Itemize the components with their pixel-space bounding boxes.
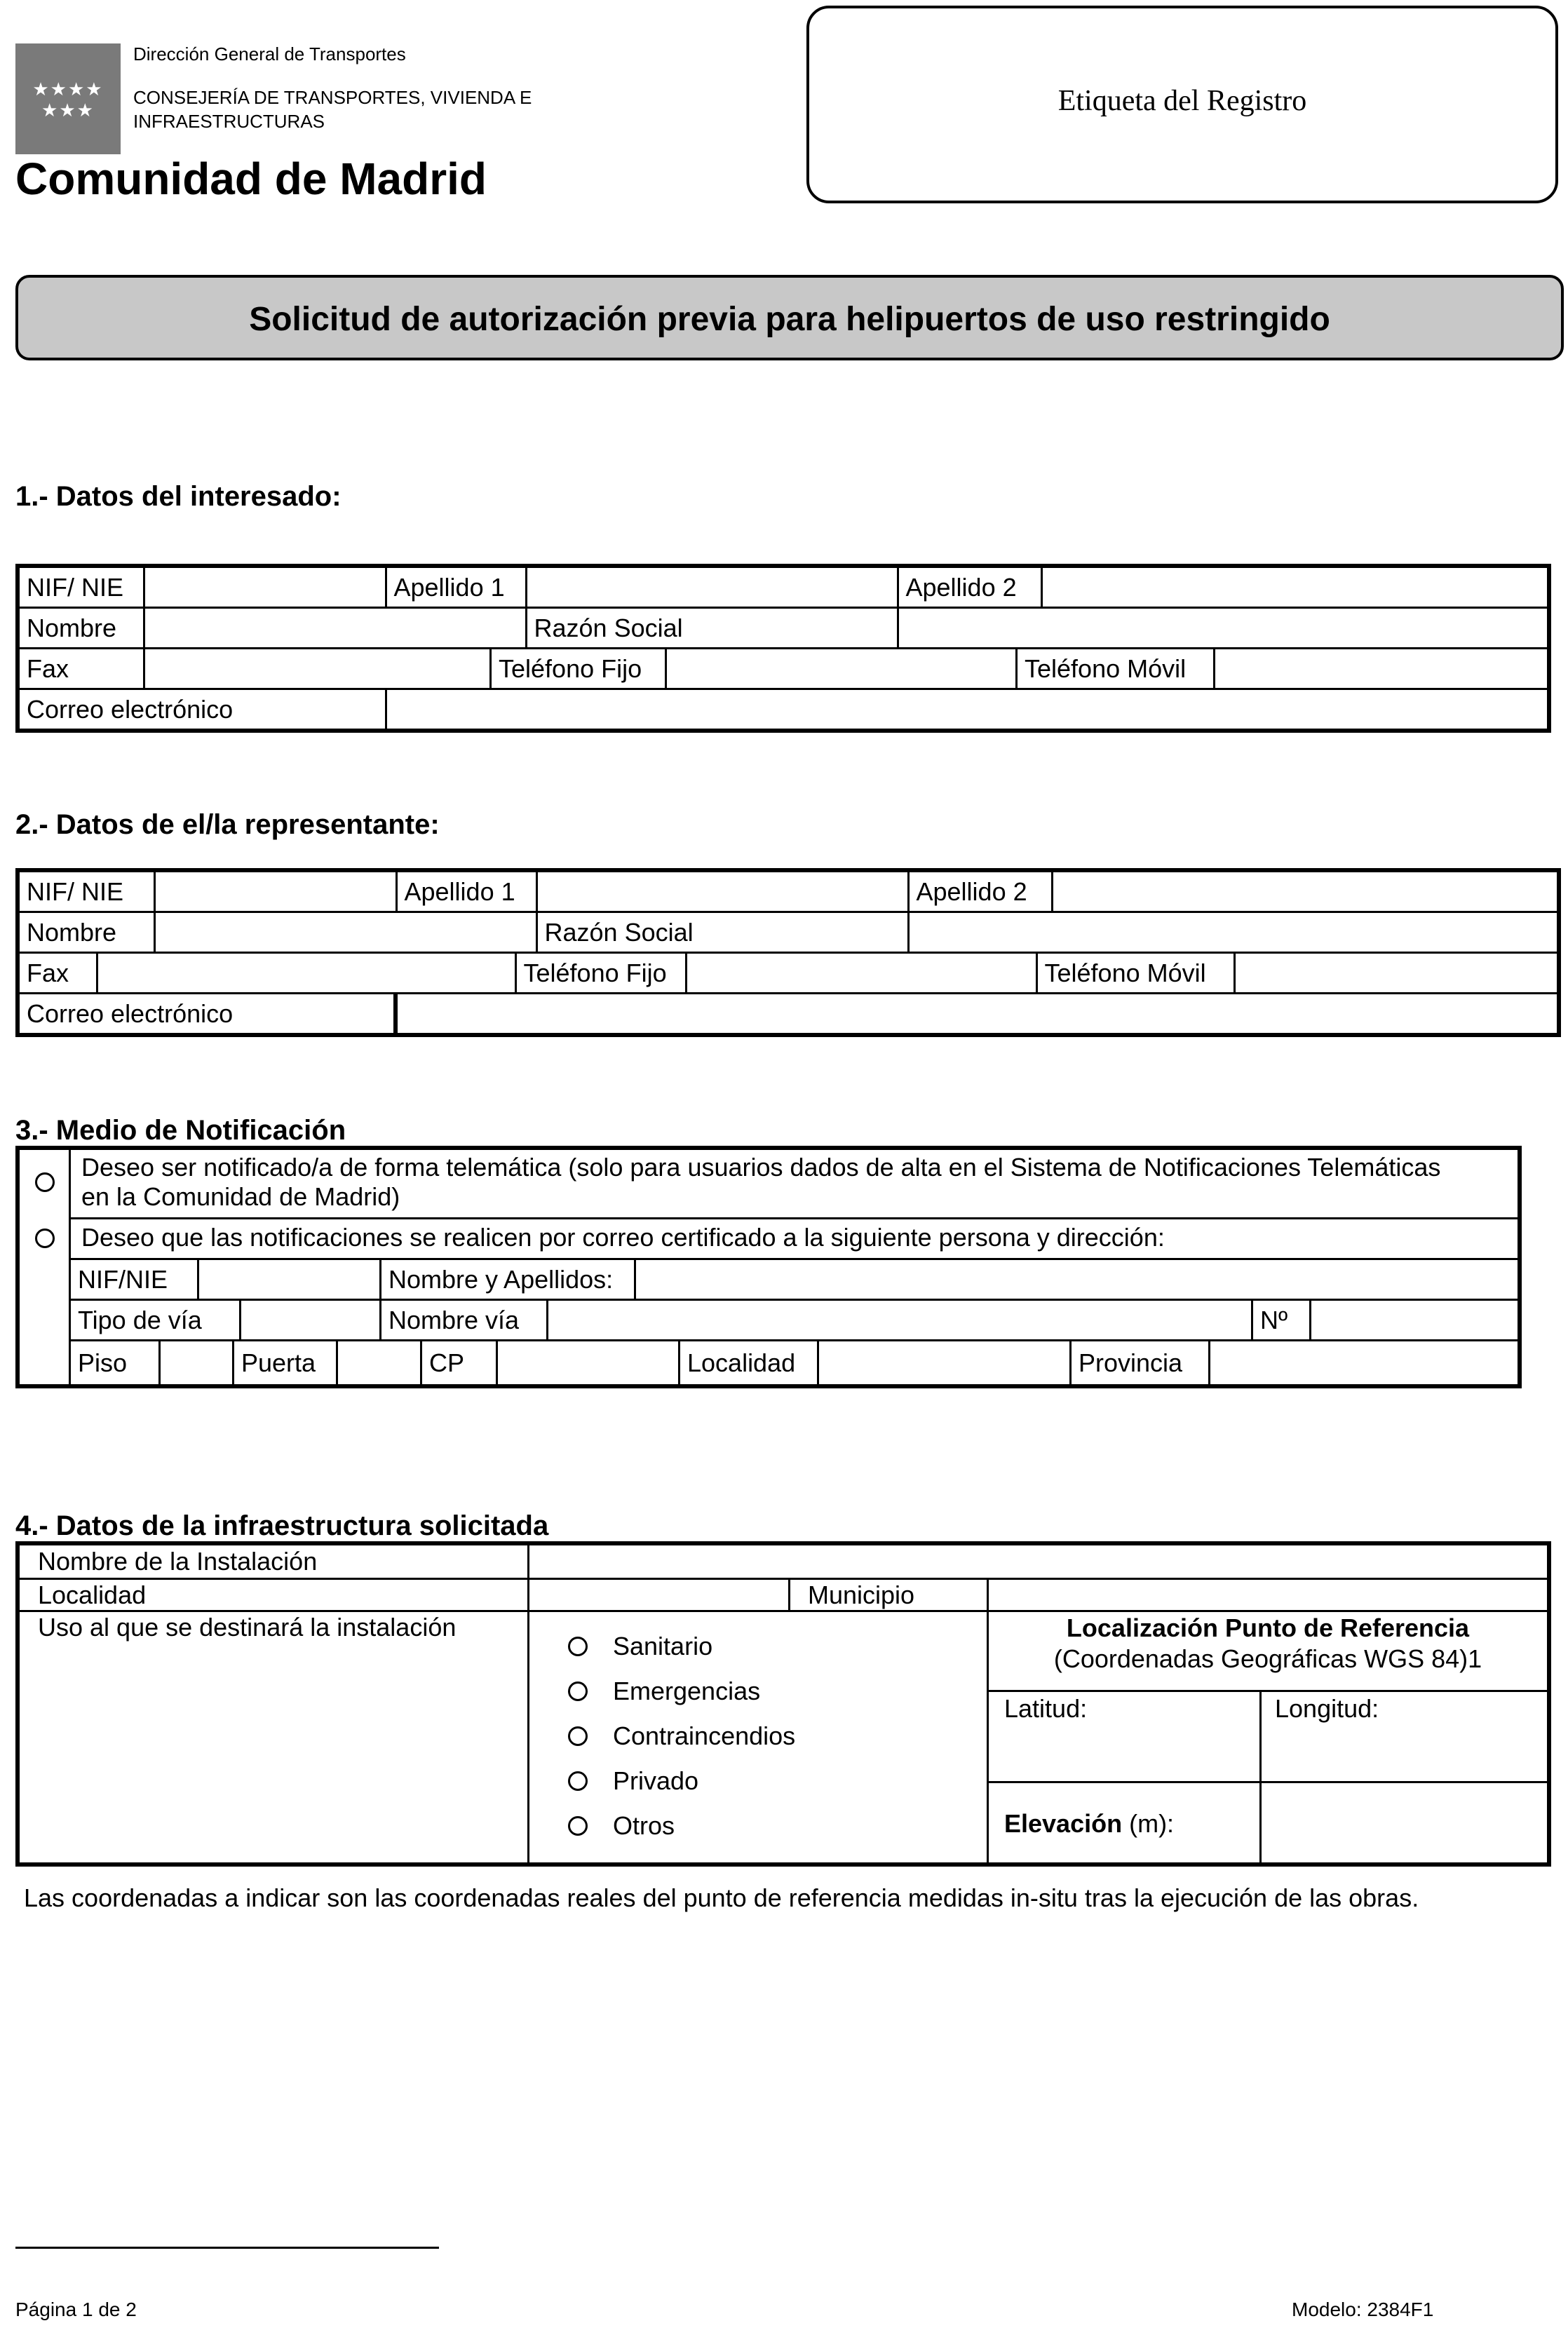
- sanitario-label: Sanitario: [613, 1632, 713, 1660]
- coordenadas-note: Las coordenadas a indicar son las coordenadas reales del punto de referencia medidas in-situ tras la ejecución de las obras.: [24, 1883, 1419, 1912]
- emergencias-label: Emergencias: [613, 1677, 761, 1705]
- privado-radio[interactable]: [568, 1771, 588, 1791]
- nombre-label: Nombre: [18, 608, 144, 649]
- nombre-instalacion-label: Nombre de la Instalación: [38, 1547, 318, 1576]
- nombre-field[interactable]: [144, 608, 526, 649]
- contraincendios-radio[interactable]: [568, 1726, 588, 1746]
- fax-label: Fax: [18, 649, 144, 689]
- nif-label: NIF/ NIE: [18, 566, 144, 608]
- razon-social-field[interactable]: [898, 608, 1549, 649]
- direccion-general: Dirección General de Transportes: [133, 43, 406, 65]
- telematica-line2: en la Comunidad de Madrid): [81, 1182, 400, 1211]
- uso-option-otros[interactable]: [568, 1803, 961, 1848]
- localidad-label: Localidad: [38, 1581, 147, 1609]
- notif-nif-label: NIF/NIE: [71, 1259, 198, 1300]
- notif-nif-field[interactable]: [198, 1259, 381, 1300]
- rep-nif-field[interactable]: [154, 870, 396, 912]
- rep-correo-field[interactable]: [396, 994, 1559, 1036]
- consejeria-line2: INFRAESTRUCTURAS: [133, 111, 325, 132]
- correo-certificado-radio[interactable]: [35, 1229, 55, 1248]
- nombre-instalacion-field[interactable]: [529, 1545, 1547, 1578]
- telematica-line1: Deseo ser notificado/a de forma telemática (solo para usuarios dados de alta en el Sistema de Notificaciones Telemáticas: [81, 1153, 1441, 1182]
- correo-label: Correo electrónico: [20, 690, 386, 729]
- rep-nif-label: NIF/ NIE: [18, 870, 154, 912]
- latitud-field[interactable]: [991, 1728, 1257, 1778]
- notif-piso-field[interactable]: [160, 1341, 234, 1386]
- localizacion-title: Localización Punto de Referencia: [1066, 1613, 1470, 1642]
- municipio-field[interactable]: [989, 1580, 1547, 1610]
- rep-telefono-movil-label: Teléfono Móvil: [1036, 954, 1234, 992]
- otros-radio[interactable]: [568, 1816, 588, 1836]
- notif-cp-label: CP: [421, 1341, 497, 1386]
- comunidad-madrid-logo: [15, 43, 121, 154]
- modelo-code: Modelo: 2384F1: [1292, 2299, 1434, 2320]
- section2-table: [15, 868, 1561, 1037]
- section2-heading: 2.- Datos de el/la representante:: [15, 809, 440, 840]
- telefono-fijo-label: Teléfono Fijo: [491, 649, 666, 688]
- municipio-label: Municipio: [808, 1581, 915, 1609]
- page-number: Página 1 de 2: [15, 2299, 137, 2320]
- section4-box: [15, 1541, 1551, 1867]
- notificacion-address-table: [71, 1258, 1518, 1301]
- otros-label: Otros: [613, 1811, 675, 1840]
- nif-field[interactable]: [144, 566, 386, 608]
- form-title-bar: [15, 275, 1564, 360]
- consejeria-line1: CONSEJERÍA DE TRANSPORTES, VIVIENDA E: [133, 87, 532, 108]
- notif-tipo-via-label: Tipo de vía: [71, 1300, 241, 1341]
- rep-correo-label: Correo electrónico: [20, 994, 394, 1033]
- notif-nombre-field[interactable]: [635, 1259, 1518, 1300]
- form-title: Solicitud de autorización previa para helipuertos de uso restringido: [249, 301, 1330, 338]
- section1-heading: 1.- Datos del interesado:: [15, 481, 342, 512]
- apellido2-label: Apellido 2: [898, 566, 1041, 608]
- emergencias-radio[interactable]: [568, 1681, 588, 1701]
- rep-apellido1-label: Apellido 1: [396, 870, 536, 912]
- localidad-field[interactable]: [529, 1580, 788, 1610]
- sanitario-radio[interactable]: [568, 1637, 588, 1656]
- longitud-label: Longitud:: [1275, 1694, 1379, 1723]
- apellido1-field[interactable]: [526, 566, 898, 608]
- otros-specify-line[interactable]: [619, 1862, 928, 1865]
- rep-fax-label: Fax: [20, 954, 97, 992]
- rep-nombre-label: Nombre: [18, 912, 154, 953]
- localizacion-header: [989, 1613, 1547, 1674]
- notif-puerta-field[interactable]: [337, 1341, 421, 1386]
- notif-cp-field[interactable]: [497, 1341, 680, 1386]
- notif-provincia-label: Provincia: [1071, 1341, 1210, 1386]
- rep-telefono-fijo-field[interactable]: [686, 954, 1036, 992]
- uso-option-privado[interactable]: [568, 1759, 961, 1803]
- notif-numero-label: Nº: [1252, 1300, 1311, 1341]
- telefono-movil-field[interactable]: [1215, 649, 1548, 688]
- rep-fax-field[interactable]: [97, 954, 515, 992]
- telefono-fijo-field[interactable]: [666, 649, 1017, 688]
- notif-provincia-field[interactable]: [1210, 1341, 1518, 1386]
- longitud-field[interactable]: [1262, 1728, 1545, 1778]
- footnote-divider: [15, 2247, 439, 2249]
- uso-options: [568, 1624, 961, 1848]
- telefono-movil-label: Teléfono Móvil: [1017, 649, 1215, 688]
- notif-nombre-via-label: Nombre vía: [381, 1300, 548, 1341]
- rep-apellido2-field[interactable]: [1052, 870, 1559, 912]
- etiqueta-label: Etiqueta del Registro: [1057, 85, 1307, 117]
- comunidad-title: Comunidad de Madrid: [15, 154, 487, 204]
- notif-tipo-via-field[interactable]: [241, 1300, 381, 1341]
- latitud-label: Latitud:: [1004, 1694, 1088, 1723]
- uso-option-sanitario[interactable]: [568, 1624, 961, 1669]
- contraincendios-label: Contraincendios: [613, 1721, 796, 1750]
- rep-telefono-movil-field[interactable]: [1234, 954, 1557, 992]
- section4-heading: 4.- Datos de la infraestructura solicitada: [15, 1510, 549, 1541]
- uso-option-emergencias[interactable]: [568, 1669, 961, 1714]
- razon-social-label: Razón Social: [526, 608, 898, 649]
- section1-table: [15, 564, 1551, 733]
- correo-certificado-label: Deseo que las notificaciones se realicen por correo certificado a la siguiente persona y dirección:: [81, 1223, 1165, 1252]
- elevacion-label: Elevación (m):: [1004, 1809, 1175, 1838]
- notif-numero-field[interactable]: [1311, 1300, 1518, 1341]
- rep-nombre-field[interactable]: [154, 912, 536, 953]
- uso-option-contraincendios[interactable]: [568, 1714, 961, 1759]
- apellido1-label: Apellido 1: [386, 566, 526, 608]
- etiqueta-registro-box: [806, 6, 1558, 203]
- rep-razon-social-field[interactable]: [908, 912, 1559, 953]
- localizacion-subtitle: (Coordenadas Geográficas WGS 84)1: [1053, 1644, 1482, 1673]
- notif-nombre-label: Nombre y Apellidos:: [381, 1259, 635, 1300]
- notif-localidad-field[interactable]: [818, 1341, 1071, 1386]
- elevacion-field[interactable]: [1262, 1785, 1545, 1861]
- stars-icon: ★★★★ ★★★: [32, 79, 104, 121]
- notif-nombre-via-field[interactable]: [548, 1300, 1252, 1341]
- apellido2-field[interactable]: [1041, 566, 1549, 608]
- notif-puerta-label: Puerta: [234, 1341, 337, 1386]
- section3-heading: 3.- Medio de Notificación: [15, 1115, 346, 1146]
- notif-localidad-label: Localidad: [680, 1341, 818, 1386]
- section3-box: [15, 1146, 1522, 1388]
- telematica-radio[interactable]: [35, 1172, 55, 1192]
- fax-field[interactable]: [145, 649, 491, 688]
- privado-label: Privado: [613, 1766, 699, 1795]
- rep-apellido1-field[interactable]: [536, 870, 908, 912]
- correo-field[interactable]: [386, 689, 1549, 731]
- uso-label: Uso al que se destinará la instalación: [38, 1613, 457, 1642]
- rep-apellido2-label: Apellido 2: [908, 870, 1052, 912]
- rep-telefono-fijo-label: Teléfono Fijo: [515, 954, 686, 992]
- notif-piso-label: Piso: [71, 1341, 160, 1386]
- rep-razon-social-label: Razón Social: [536, 912, 908, 953]
